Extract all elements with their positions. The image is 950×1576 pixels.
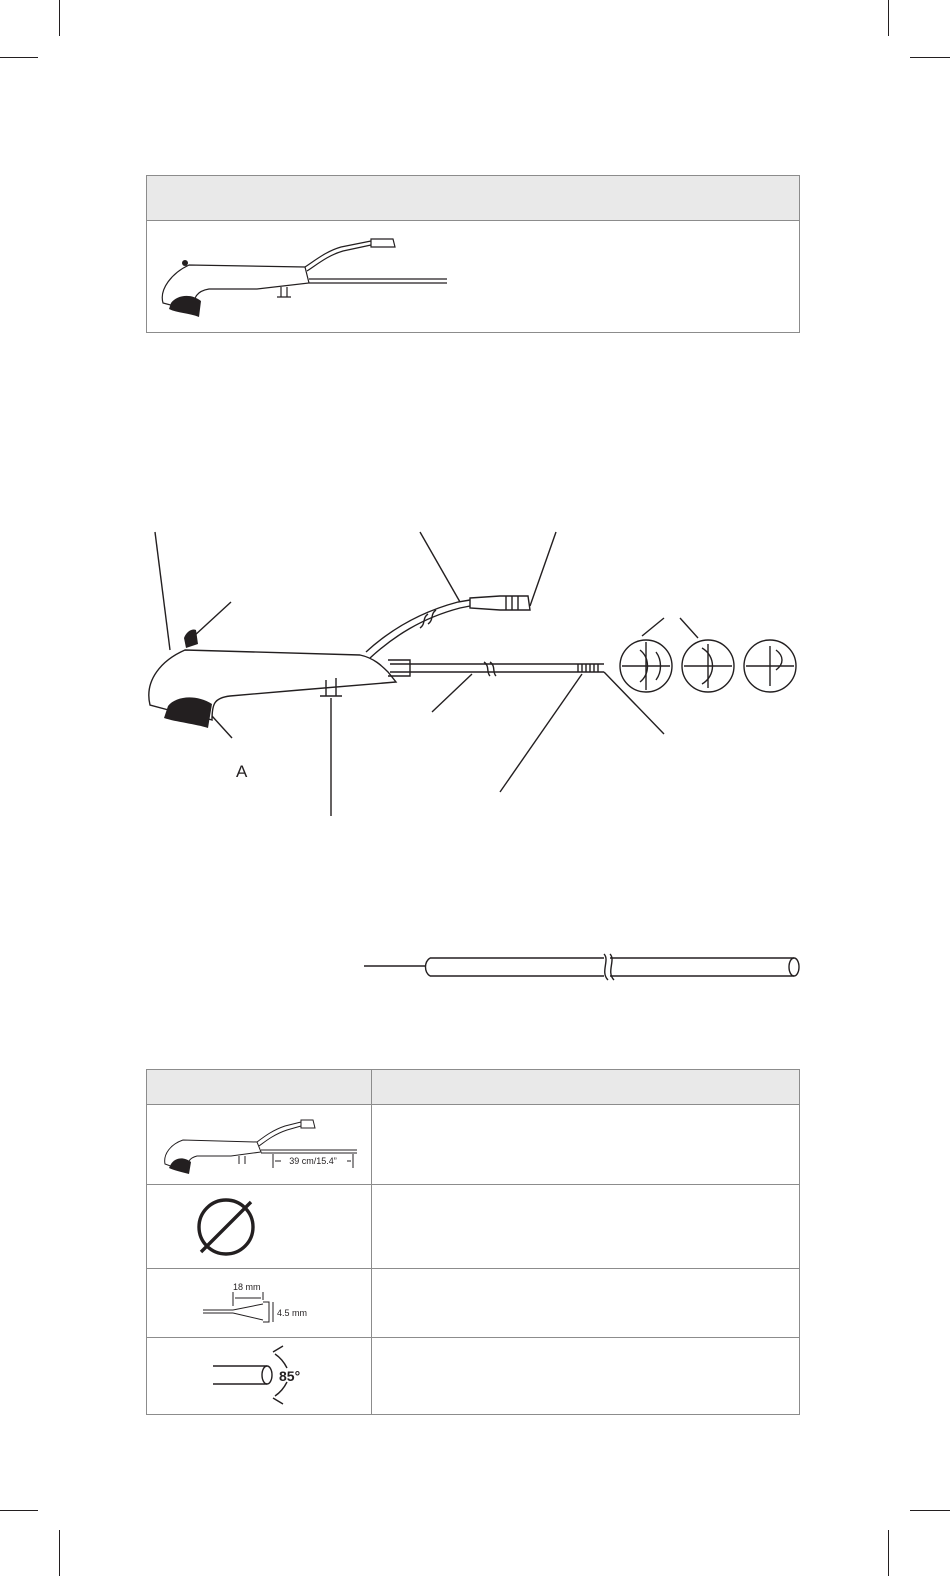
spec-table-column-divider xyxy=(371,1070,372,1414)
spec-row-dimension-label: 39 cm/15.4” xyxy=(289,1156,337,1166)
spec-table xyxy=(146,1069,800,1415)
device-diagram xyxy=(0,520,950,830)
callout-letter: A xyxy=(236,762,248,781)
viewing-angle-diagram xyxy=(209,1344,329,1408)
spec-table-row-divider xyxy=(147,1184,799,1185)
jaw-width-label: 4.5 mm xyxy=(277,1308,308,1318)
spec-row-device-image xyxy=(161,1114,361,1180)
spec-table-header xyxy=(147,1070,799,1105)
shaft-detail-diagram xyxy=(360,950,810,990)
leader-line xyxy=(530,532,556,606)
jaw-dimension-diagram xyxy=(197,1276,337,1332)
crop-mark-top-right-h xyxy=(910,57,950,58)
viewing-angle-label: 85° xyxy=(279,1368,301,1384)
leader-line xyxy=(420,532,460,602)
leader-line xyxy=(212,716,232,738)
crop-mark-bottom-right-v xyxy=(888,1530,889,1576)
product-thumbnail xyxy=(157,229,457,329)
connector xyxy=(470,596,530,610)
cable xyxy=(366,600,470,652)
crop-mark-bottom-left-v xyxy=(59,1530,60,1576)
product-table xyxy=(146,175,800,333)
crop-mark-top-left-v xyxy=(59,0,60,36)
shaft xyxy=(390,664,604,672)
crop-mark-top-right-v xyxy=(888,0,889,36)
leader-line xyxy=(155,532,170,650)
jaw-length-label: 18 mm xyxy=(233,1282,261,1292)
leader-line xyxy=(604,672,664,734)
product-table-header xyxy=(147,176,799,221)
spec-table-row-divider xyxy=(147,1268,799,1269)
leader-line xyxy=(500,674,582,792)
leader-line xyxy=(680,618,698,638)
crop-mark-bottom-right-h xyxy=(910,1510,950,1511)
spec-table-row-divider xyxy=(147,1337,799,1338)
do-not-reuse-icon xyxy=(193,1194,259,1260)
leader-line xyxy=(194,602,231,636)
crop-mark-top-left-h xyxy=(0,57,38,58)
leader-line xyxy=(432,674,472,712)
leader-line xyxy=(642,618,664,636)
crop-mark-bottom-left-h xyxy=(0,1510,38,1511)
